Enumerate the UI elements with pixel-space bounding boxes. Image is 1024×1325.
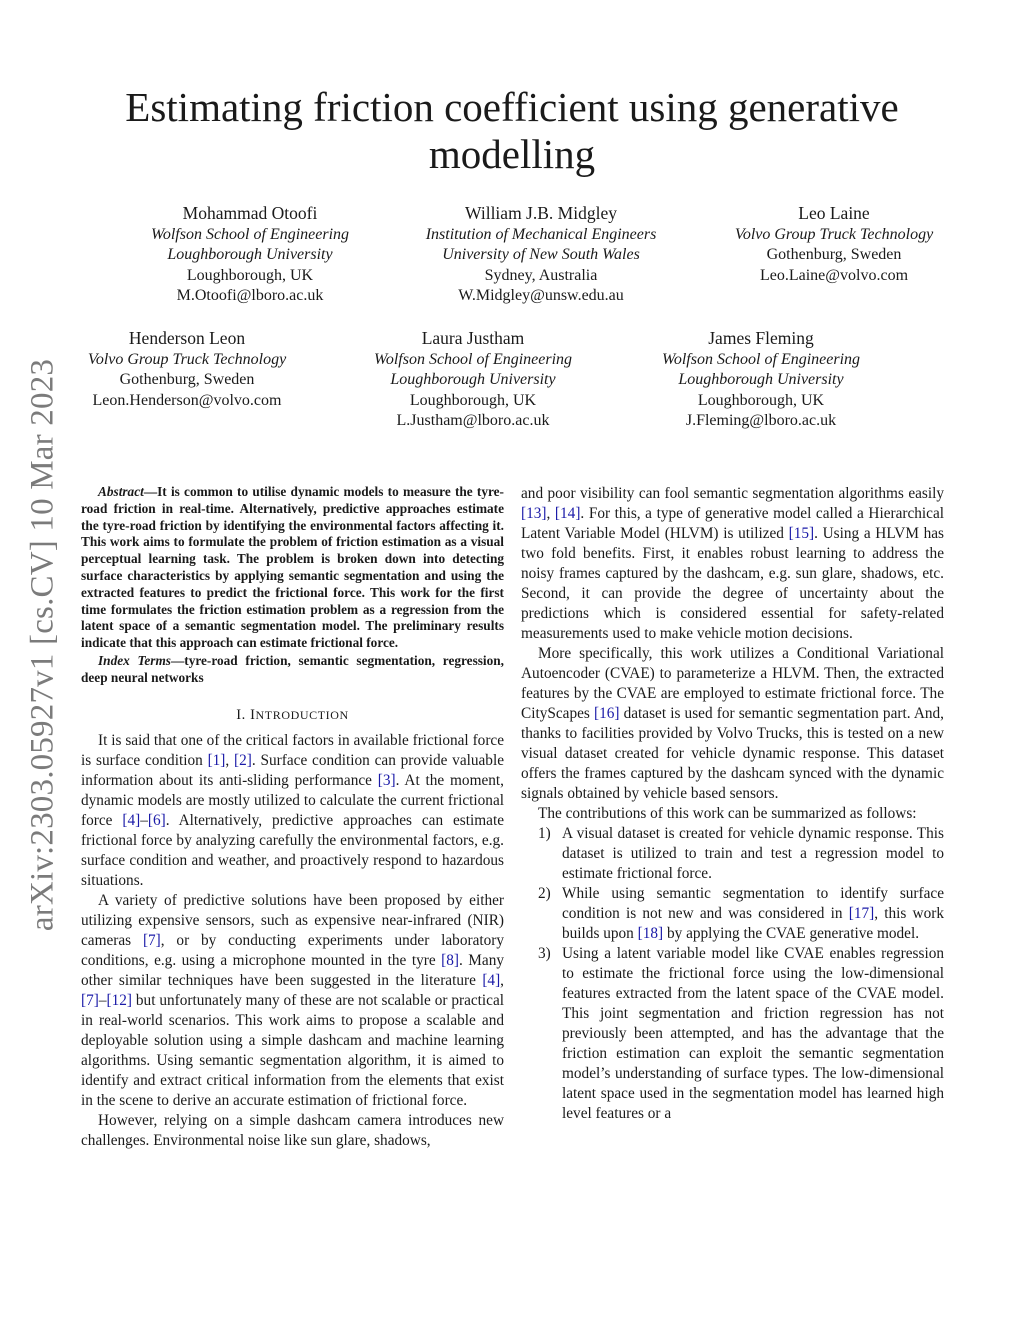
- abstract: [81, 484, 504, 652]
- text-run: It is said that one of the critical factors in available frictional force is surface condition: [81, 731, 504, 769]
- text-run: . Surface condition can provide valuable information about its anti-sliding performance: [81, 751, 504, 789]
- list-item: [521, 884, 944, 944]
- author-location: Loughborough, UK: [697, 391, 825, 409]
- citation-link[interactable]: [16]: [593, 705, 620, 722]
- text-run: dataset is used for semantic segmentation part. And, thanks to facilities provided by Volvo Trucks, this is tested on a new visual dataset created for vehicle dynamic response. This dataset offers the frames captured by the dashcam synced with the dynamic signals obtained by vehicle based sensors.: [521, 705, 944, 802]
- author-email: W.Midgley@unsw.edu.au: [458, 287, 624, 305]
- intro-paragraph-6: The contributions of this work can be summarized as follows:: [538, 805, 917, 822]
- author-affiliation: Volvo Group Truck Technology: [734, 225, 934, 243]
- author-affiliation: Wolfson School of Engineering: [373, 350, 573, 368]
- citation-link[interactable]: [4]: [482, 971, 501, 989]
- text-run: , or by conducting experiments under laboratory conditions, e.g. using a microphone mounted in the tyre: [81, 931, 504, 969]
- citation-link[interactable]: [7]: [142, 931, 161, 949]
- author-email: Leon.Henderson@volvo.com: [92, 391, 282, 409]
- author-name: Henderson Leon: [128, 328, 246, 348]
- citation-link[interactable]: [13]: [521, 505, 547, 522]
- citation-link[interactable]: [1]: [207, 751, 226, 769]
- citation-link[interactable]: [18]: [637, 925, 664, 942]
- author-block: [396, 203, 686, 307]
- section-numeral: I.: [236, 706, 251, 723]
- author-name: William J.B. Midgley: [465, 203, 617, 223]
- list-item-number: 2): [538, 885, 551, 902]
- citation-link[interactable]: [8]: [441, 951, 459, 969]
- arxiv-stamp: [20, 348, 66, 942]
- text-run: by applying the CVAE generative model.: [663, 925, 920, 942]
- list-item: [521, 944, 944, 1124]
- abstract-text: —It is common to utilise dynamic models to measure the tyre-road friction in real-time. Alternatively, predictive approaches estimate the tyre-road friction by identifying the environmental factors affecting it. This work aims to formulate the problem of friction estimation as a visual perceptual learning task. The problem is broken down into detecting surface characteristics by applying semantic segmentation and using the extracted features to predict the frictional force. This work for the first time formulates the friction estimation problem as a regression from the latent space of a semantic segmentation model. The preliminary results indicate that this approach can estimate frictional force.: [81, 484, 504, 651]
- author-affiliation: Wolfson School of Engineering: [150, 225, 350, 243]
- author-affiliation: Volvo Group Truck Technology: [87, 350, 287, 368]
- text-run: but unfortunately many of these are not scalable or practical in real-world scenarios. This work aims to propose a scalable and deployable solution using a simple dashcam and machine learning algorithms. Using semantic segmentation algorithm, it is aimed to identify and extract critical information from the elements that exist in the scene to derive an accurate estimation of frictional force.: [81, 991, 504, 1109]
- list-item: [521, 824, 944, 884]
- author-email: L.Justham@lboro.ac.uk: [396, 412, 550, 430]
- intro-paragraph-2: [81, 891, 504, 1111]
- author-name: Leo Laine: [798, 203, 870, 223]
- author-affiliation: Loughborough University: [390, 371, 556, 389]
- citation-link[interactable]: [7]: [81, 991, 99, 1009]
- citation-link[interactable]: [4]: [122, 811, 141, 829]
- author-affiliation: Loughborough University: [678, 371, 844, 389]
- author-block: [631, 328, 891, 432]
- intro-paragraph-1: [81, 731, 504, 891]
- text-run: A variety of predictive solutions have been proposed by either utilizing expensive sensors, such as expensive near-infrared (NIR) cameras: [81, 891, 504, 949]
- section-heading-introduction: [81, 705, 504, 725]
- author-affiliation: Institution of Mechanical Engineers: [425, 225, 657, 243]
- citation-link[interactable]: [6]: [147, 811, 166, 829]
- text-run: ,: [500, 971, 504, 989]
- index-terms: [81, 653, 504, 687]
- left-column: [81, 484, 504, 1151]
- author-block: [343, 328, 603, 432]
- author-affiliation: Loughborough University: [167, 246, 333, 264]
- citation-link[interactable]: [3]: [377, 771, 396, 789]
- citation-link[interactable]: [17]: [848, 905, 875, 922]
- author-location: Gothenburg, Sweden: [119, 371, 255, 389]
- author-email: Leo.Laine@volvo.com: [759, 266, 909, 284]
- text-run: . Alternatively, predictive approaches can estimate frictional force by analyzing carefully the environmental factors, e.g. surface condition and weather, and proactively respond to hazardous situations.: [81, 811, 504, 889]
- text-run: A visual dataset is created for vehicle dynamic response. This dataset is utilized to train and test a regression model to estimate frictional force.: [562, 825, 944, 882]
- citation-link[interactable]: [2]: [234, 751, 252, 769]
- intro-paragraph-4: [521, 484, 944, 644]
- author-name: Laura Justham: [421, 328, 525, 348]
- text-run: , this work builds upon: [562, 905, 944, 942]
- author-name: Mohammad Otoofi: [182, 203, 318, 223]
- author-location: Loughborough, UK: [186, 266, 314, 284]
- text-run: . For this, a type of generative model called a Hierarchical Latent Variable Model (HLVM) is utilized: [521, 505, 944, 542]
- author-location: Loughborough, UK: [409, 391, 537, 409]
- text-run: . Many other similar techniques have been suggested in the literature: [81, 951, 504, 989]
- author-email: M.Otoofi@lboro.ac.uk: [176, 287, 324, 305]
- text-run: While using semantic segmentation to identify surface condition is not new and was considered in: [562, 885, 944, 922]
- text-run: More specifically, this work utilizes a Conditional Variational Autoencoder (CVAE) to parameterize a HLVM. Then, the extracted features by the CVAE are employed to estimate frictional force. The CityScapes: [521, 645, 944, 722]
- citation-link[interactable]: [12]: [106, 991, 132, 1009]
- author-affiliation: Wolfson School of Engineering: [661, 350, 861, 368]
- contributions-list: [521, 824, 944, 1124]
- index-terms-text: —tyre-road friction, semantic segmentation, regression, deep neural networks: [81, 652, 504, 685]
- section-rest: NTRODUCTION: [255, 707, 349, 722]
- right-column: [521, 484, 944, 1124]
- text-run: ,: [546, 505, 555, 522]
- intro-paragraph-5: [521, 644, 944, 804]
- author-location: Sydney, Australia: [484, 266, 598, 284]
- author-name: James Fleming: [708, 328, 814, 348]
- author-block: [57, 328, 317, 411]
- section-first-letter: I: [250, 706, 256, 723]
- author-affiliation: University of New South Wales: [442, 246, 640, 264]
- citation-link[interactable]: [15]: [788, 525, 815, 542]
- author-block: [120, 203, 380, 307]
- intro-paragraph-3: However, relying on a simple dashcam camera introduces new challenges. Environmental noise like sun glare, shadows,: [81, 1111, 504, 1149]
- text-run: . At the moment, dynamic models are mostly utilized to calculate the current frictional force: [81, 771, 504, 829]
- text-run: and poor visibility can fool semantic segmentation algorithms easily: [521, 485, 944, 502]
- text-run: –: [98, 991, 107, 1009]
- author-block: [704, 203, 964, 286]
- text-run: Using a latent variable model like CVAE enables regression to estimate the frictional force using the low-dimensional features extracted from the latent space of the CVAE model. This joint segmentation and friction regression has not previously been attempted, and has the advantage that the friction estimation can exploit the semantic segmentation model’s understanding of surface types. The low-dimensional latent space used in the segmentation model has learned high level features or a: [562, 945, 944, 1122]
- citation-link[interactable]: [14]: [554, 505, 581, 522]
- text-run: –: [140, 811, 148, 829]
- author-location: Gothenburg, Sweden: [766, 246, 902, 264]
- list-item-number: 3): [538, 945, 551, 962]
- text-run: ,: [225, 751, 235, 769]
- index-terms-label: Index Terms: [98, 652, 171, 668]
- text-run: . Using a HLVM has two fold benefits. First, it enables robust learning to address the noisy frames captured by the dashcam, e.g. sun glare, shadows, etc. Second, it can provide the degree of uncertainty about the predictions which is considered essential for safety-related measurements used to make vehicle motion decisions.: [521, 525, 944, 642]
- abstract-label: Abstract: [98, 484, 144, 499]
- author-email: J.Fleming@lboro.ac.uk: [685, 412, 837, 430]
- arxiv-stamp-text: arXiv:2303.05927v1 [cs.CV] 10 Mar 2023: [24, 358, 61, 932]
- list-item-number: 1): [538, 825, 551, 842]
- paper-title: Estimating friction coefficient using generative modelling: [125, 84, 899, 177]
